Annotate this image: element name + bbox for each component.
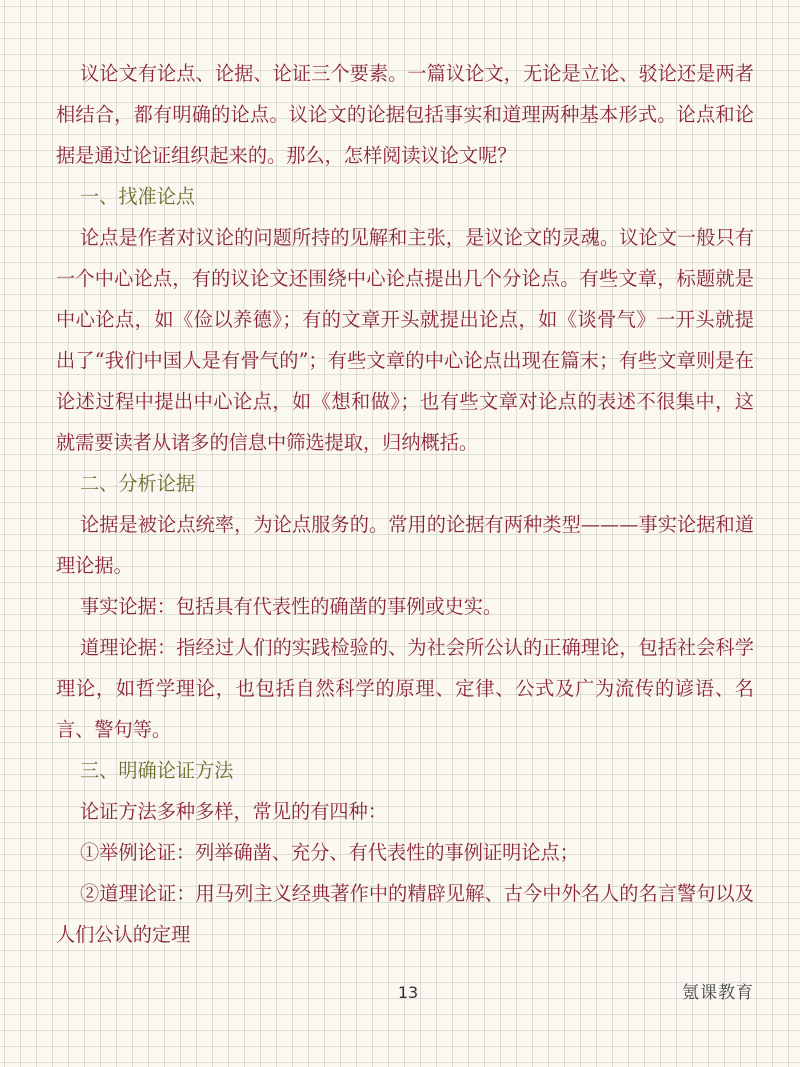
- heading-find-thesis: 一、找准论点: [80, 185, 196, 208]
- paragraph-example-argument: ①举例论证：列举确凿、充分、有代表性的事例证明论点；: [80, 841, 579, 864]
- heading-argument-methods: 三、明确论证方法: [80, 759, 234, 782]
- brand-name: 氪课教育: [682, 983, 754, 1003]
- page-number: 13: [397, 983, 419, 1002]
- intro-paragraph: 议论文有论点、论据、论证三个要素。一篇议论文，无论是立论、驳论还是两者相结合，都有明确的论点。议论文的论据包括事实和道理两种基本形式。论点和论据是通过论证组织起来的。那么，怎样阅读议论文呢？: [56, 62, 754, 167]
- paragraph-thesis: 论点是作者对议论的问题所持的见解和主张，是议论文的灵魂。议论文一般只有一个中心论点，有的议论文还围绕中心论点提出几个分论点。有些文章，标题就是中心论点，如《俭以养德》；有的文章开头就提出论点，如《谈骨气》一开头就提出了“我们中国人是有骨气的”；有些文章的中心论点出现在篇末；有些文章则是在论述过程中提出中心论点，如《想和做》；也有些文章对论点的表述不很集中，这就需要读者从诸多的信息中筛选提取，归纳概括。: [56, 226, 754, 454]
- heading-analyze-evidence: 二、分析论据: [80, 472, 196, 495]
- paragraph-reasoning-evidence: 道理论据：指经过人们的实践检验的、为社会所公认的正确理论，包括社会科学理论，如哲学理论，也包括自然科学的原理、定律、公式及广为流传的谚语、名言、警句等。: [56, 636, 754, 741]
- paragraph-methods-intro: 论证方法多种多样，常见的有四种：: [80, 800, 387, 823]
- paragraph-reasoning-argument: ②道理论证：用马列主义经典著作中的精辟见解、古今中外名人的名言警句以及人们公认的定理: [56, 882, 754, 946]
- paragraph-evidence: 论据是被论点统率，为论点服务的。常用的论据有两种类型———事实论据和道理论据。: [56, 513, 754, 577]
- paragraph-factual-evidence: 事实论据：包括具有代表性的确凿的事例或史实。: [80, 595, 503, 618]
